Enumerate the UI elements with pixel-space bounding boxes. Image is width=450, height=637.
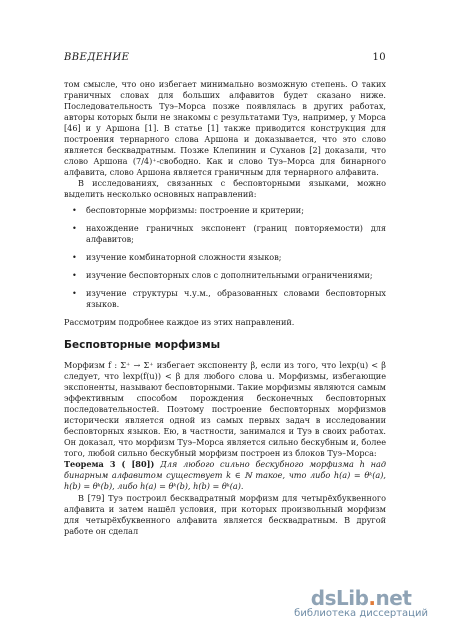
paragraph-4: Морфизм f : Σ⁺ → Σ⁺ избегает экспоненту β, если из того, что lexp(u) < β следует, что lexp(f(u)) < β для любого слова u. Морфизмы, избегающие экспоненты, называют бесповторными. Такие морфизмы являются самым эффективным способом порождения бесконечных бесповторных последовательностей. Поэтому построение бесповторных морфизмов исторически является одной из самых первых задач в исследовании бесповторных языков. Ею, в частности, занимался и Туэ в своих работах. Он доказал, что морфизм Туэ–Морса является сильно бескубным и, более того, любой сильно бескубный морфизм построен из блоков Туэ–Морса: — [64, 359, 386, 459]
research-directions-list — [64, 205, 386, 310]
list-item: • изучение структуры ч.у.м., образованных словами бесповторных языков. — [64, 288, 386, 310]
running-header — [64, 52, 386, 63]
site-tagline: библиотека диссертаций — [294, 608, 428, 619]
list-item: • бесповторные морфизмы: построение и критерии; — [64, 205, 386, 216]
list-item: • изучение бесповторных слов с дополнительными ограничениями; — [64, 270, 386, 281]
paragraph-3: Рассмотрим подробнее каждое из этих направлений. — [64, 316, 295, 327]
site-watermark — [294, 586, 428, 619]
paragraph-1: том смысле, что оно избегает минимально возможную степень. О таких граничных словах для больших алфавитов будет сказано ниже. Последовательность Туэ–Морса позже появлялась в других работах, авторы которых были не знакомы с результатами Туэ, например, у Морса [46] и у Аршона [1]. В статье [1] также приводится конструкция для построения тернарного слова Аршона и доказывается, что это слово является бесквадратным. Позже Клепинин и Суханов [2] доказали, что слово Аршона (7/4)⁺-свободно. Как и слово Туэ–Морса для бинарного алфавита, слово Аршона является граничным для тернарного алфавита. — [64, 79, 386, 178]
paragraph-5: В [79] Туэ построил бесквадратный морфизм для четырёхбуквенного алфавита и затем нашёл условия, при которых произвольный морфизм для четырёхбуквенного алфавита является бесквадратным. В другой работе он сделал — [64, 492, 386, 536]
paragraph-2: В исследованиях, связанных с бесповторными языками, можно выделить несколько основных направлений: — [64, 178, 386, 200]
theorem-label: Теорема 3 ( [80]) — [64, 459, 155, 470]
page-number: 10 — [372, 52, 386, 63]
list-item: • нахождение граничных экспонент (границ повторяемости) для алфавитов; — [64, 223, 386, 245]
theorem-block — [64, 459, 386, 492]
site-logo: dsLib.net — [310, 586, 412, 610]
section-heading: Бесповторные морфизмы — [64, 338, 221, 351]
body-text — [64, 79, 386, 537]
list-item: • изучение комбинаторной сложности языков; — [64, 252, 386, 263]
section-title: ВВЕДЕНИЕ — [64, 52, 130, 63]
theorem-body: Для любого сильно бескубного морфизма h над бинарным алфавитом существует k ∈ ℕ такое, что либо h(a) = θᵏ(a), h(b) = θᵏ(b), либо h(a) = θᵏ(b), h(b) = θᵏ(a). — [64, 459, 386, 492]
